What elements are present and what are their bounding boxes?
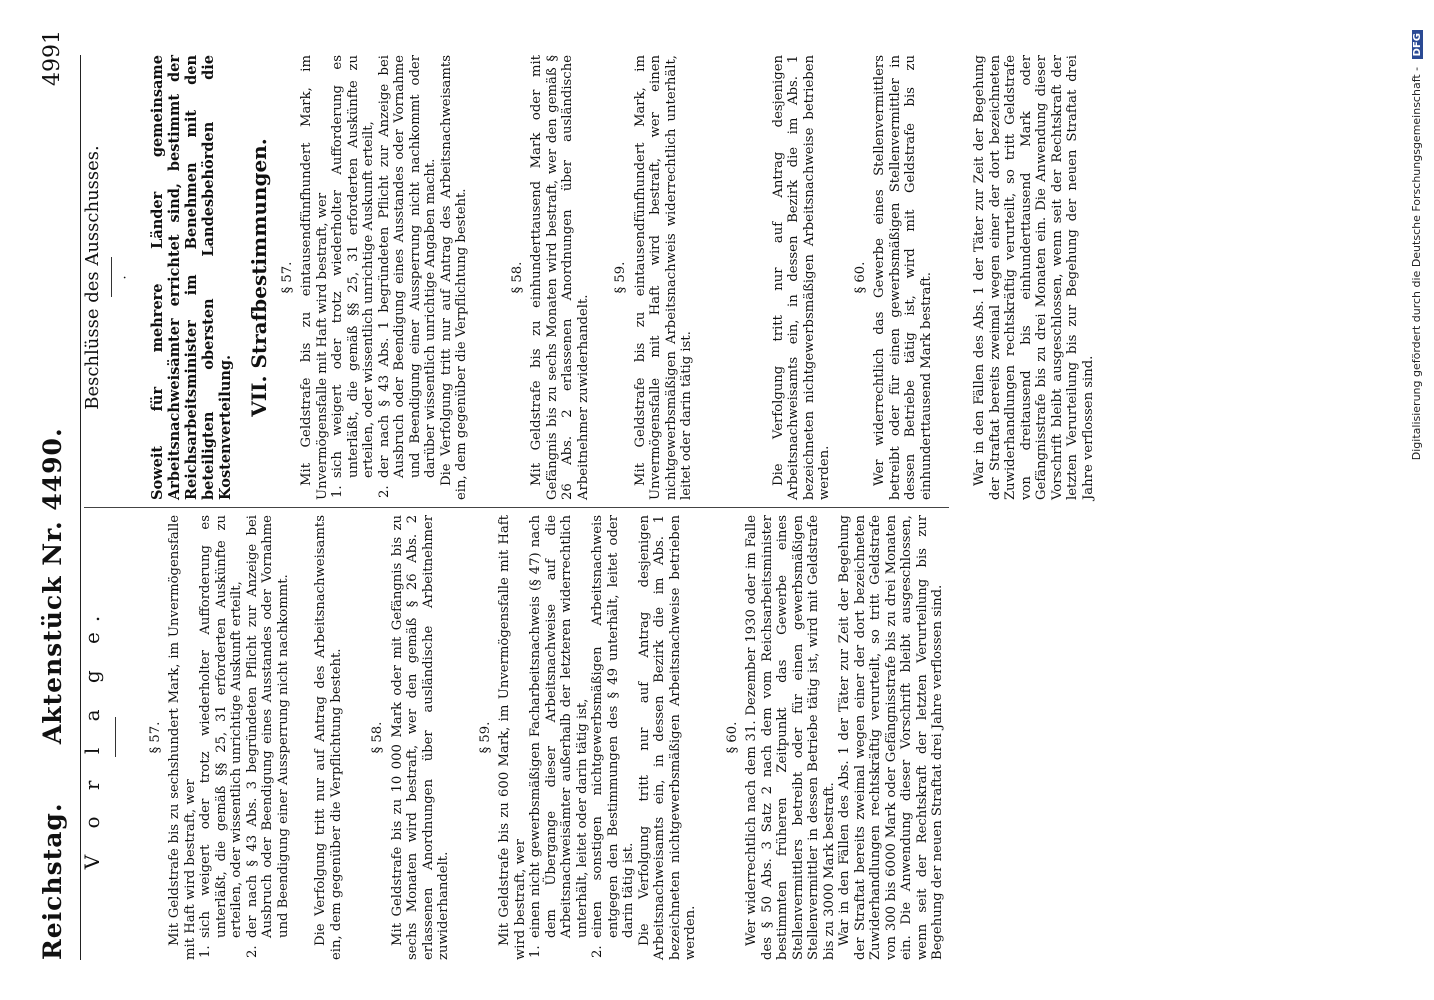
left-title: V o r l a g e.: [80, 605, 104, 870]
list-item: 1. einen nicht gewerbsmäßigen Facharbeitsnachweis (§ 47) nach dem Übergange dieser Arbeitsnachweise auf die Arbeitsnachweisämter außerhalb der letzteren widerrechtlich unterhält, leitet oder darin tätig ist,: [528, 515, 590, 958]
right-s60-heading: § 60.: [852, 261, 868, 294]
right-s58-text: Mit Geldstrafe bis zu einhunderttausend Mark oder mit Gefängnis bis zu sechs Monaten wird bestraft, wer den gemäß § 26 Abs. 2 erlassenen Anordnungen über ausländische Arbeitnehmer zuwiderhandelt.: [529, 55, 591, 500]
right-s57-intro: Mit Geldstrafe bis zu eintausendfünfhundert Mark, im Unvermögensfalle mit Haft wird bestraft, wer: [299, 55, 330, 500]
right-s57-heading: § 57.: [279, 261, 295, 294]
list-item: 2. der nach § 43 Abs. 1 begründeten Pflicht zur Anzeige bei Ausbruch oder Beendigung eines Ausstandes oder Vornahme und Beendigung einer Aussperrung nicht nachkommt oder darüber wissentlich unrichtige Angaben macht.: [376, 55, 438, 498]
left-s59-closing: Die Verfolgung tritt nur auf Antrag desjenigen Arbeitsnachweisamts ein, in dessen Bezirk die im Abs. 1 bezeichneten nichtgewerbsmäßigen Arbeitsnachweise betrieben werden.: [636, 515, 698, 960]
right-s58-heading: § 58.: [509, 261, 525, 294]
right-s59-closing: Die Verfolgung tritt nur auf Antrag desjenigen Arbeitsnachweisamts ein, in dessen Bezirk die im Abs. 1 bezeichneten nichtgewerbsmäßigen Arbeitsnachweise betrieben werden.: [770, 55, 832, 500]
left-s60-heading: § 60.: [724, 721, 740, 754]
left-s57-list: [198, 515, 291, 960]
dot-mark: ·: [117, 275, 133, 280]
right-title: Beschlüsse des Ausschusses.: [82, 145, 103, 410]
credit-text: Digitalisierung gefördert durch die Deutsche Forschungsgemeinschaft -: [1410, 66, 1423, 461]
left-title-rule: [115, 718, 116, 758]
right-column: [82, 55, 1096, 500]
left-s59-intro: Mit Geldstrafe bis zu 600 Mark, im Unvermögensfalle mit Haft wird bestraft, wer: [497, 515, 528, 960]
right-s57-list: [330, 55, 439, 500]
section-heading: VII. Strafbestimmungen.: [247, 138, 271, 417]
left-s57-closing: Die Verfolgung tritt nur auf Antrag des Arbeitsnachweisamts ein, dem gegenüber die Verpflichtung besteht.: [313, 515, 344, 960]
dfg-credit: [1410, 30, 1428, 960]
left-s57-intro: Mit Geldstrafe bis zu sechshundert Mark, im Unvermögensfalle mit Haft wird bestraft, wer: [167, 515, 198, 960]
right-title-rule: [111, 258, 112, 298]
page-number: 4991: [40, 30, 65, 86]
list-item: 1. sich weigert oder trotz wiederholter Aufforderung es unterläßt, die gemäß §§ 25, 31 erforderten Auskünfte zu erteilen, oder wissentlich unrichtige Auskunft erteilt,: [198, 515, 244, 958]
left-s60-p1: Wer widerrechtlich nach dem 31. Dezember 1930 oder im Falle des § 50 Abs. 3 Satz 2 nach dem vom Reichsarbeitsminister bestimmten früheren Zeitpunkt das Gewerbe eines Stellenvermittlers betreibt oder für einen gewerbsmäßigen Stellenvermittler in dessen Betriebe tätig ist, wird mit Geldstrafe bis zu 3000 Mark bestraft.: [744, 515, 837, 960]
right-s60-p1: Wer widerrechtlich das Gewerbe eines Stellenvermittlers betreibt oder für einen gewerbsmäßigen Stellenvermittler in dessen Betriebe tätig ist, wird mit Geldstrafe bis zu einhunderttausend Mark bestraft.: [872, 55, 934, 500]
dfg-logo: DFG: [1412, 30, 1423, 59]
left-s57-heading: § 57.: [147, 721, 163, 754]
list-item: 1. sich weigert oder trotz wiederholter Aufforderung es unterläßt, die gemäß §§ 25, 31 erforderten Auskünfte zu erteilen, oder wissentlich unrichtige Auskunft erteilt,: [330, 55, 376, 498]
header-middle: Aktenstück Nr. 4490.: [38, 427, 67, 745]
left-s59-heading: § 59.: [477, 721, 493, 754]
left-s60-p2: War in den Fällen des Abs. 1 der Täter zur Zeit der Begehung der Straftat bereits zweimal wegen einer der dort bezeichneten Zuwiderhandlungen rechtskräftig verurteilt, so tritt Geldstrafe von 300 bis 6000 Mark oder Gefängnisstrafe bis zu drei Monaten ein. Die Anwendung dieser Vorschrift bleibt ausgeschlossen, wenn seit der Rechtskraft der letzten Verurteilung bis zur Begehung der neuen Straftat drei Jahre verflossen sind.: [837, 515, 945, 960]
left-column: [80, 515, 946, 960]
left-s58-text: Mit Geldstrafe bis zu 10 000 Mark oder mit Gefängnis bis zu sechs Monaten wird bestraft, wer den gemäß § 26 Abs. 2 erlassenen Anordnungen über ausländische Arbeitnehmer zuwiderhandelt.: [389, 515, 451, 960]
left-s59-list: [528, 515, 637, 960]
right-s60-p2: War in den Fällen des Abs. 1 der Täter zur Zeit der Begehung der Straftat bereits zweimal wegen einer der dort bezeichneten Zuwiderhandlungen rechtskräftig verurteilt, so tritt Geldstrafe von dreitausend bis einhunderttausend Mark oder Gefängnisstrafe bis zu drei Monaten ein. Die Anwendung dieser Vorschrift bleibt ausgeschlossen, wenn seit der Rechtskraft der letzten Verurteilung bis zur Begehung der neuen Straftat drei Jahre verflossen sind.: [972, 55, 1096, 500]
header-left: Reichstag.: [38, 802, 67, 960]
right-s59-text: Mit Geldstrafe bis zu eintausendfünfhundert Mark, im Unvermögensfalle mit Haft wird bestraft, wer einen nichtgewerbsmäßigen Arbeitsnachweis widerrechtlich unterhält, leitet oder darin tätig ist.: [632, 55, 694, 500]
header-title: [38, 427, 67, 960]
right-s59-heading: § 59.: [613, 261, 628, 294]
page-header: [38, 30, 78, 960]
left-s58-heading: § 58.: [370, 721, 385, 754]
cost-distribution-note: Soweit für mehrere Länder gemeinsame Arbeitsnachweisämter errichtet sind, bestimmt der Reichsarbeitsminister im Benehmen mit den beteiligten obersten Landesbehörden die Kostenverteilung.: [149, 55, 234, 500]
list-item: 2. der nach § 43 Abs. 3 begründeten Pflicht zur Anzeige bei Ausbruch oder Beendigung eines Ausstandes oder Vornahme und Beendigung einer Aussperrung nicht nachkommt.: [244, 515, 291, 958]
list-item: 2. einen sonstigen nichtgewerbsmäßigen Arbeitsnachweis entgegen den Bestimmungen des § 49 unterhält, leitet oder darin tätig ist.: [590, 515, 636, 958]
right-s57-closing: Die Verfolgung tritt nur auf Antrag des Arbeitsnachweisamts ein, dem gegenüber die Verpflichtung besteht.: [438, 55, 469, 500]
column-divider: [84, 507, 949, 508]
